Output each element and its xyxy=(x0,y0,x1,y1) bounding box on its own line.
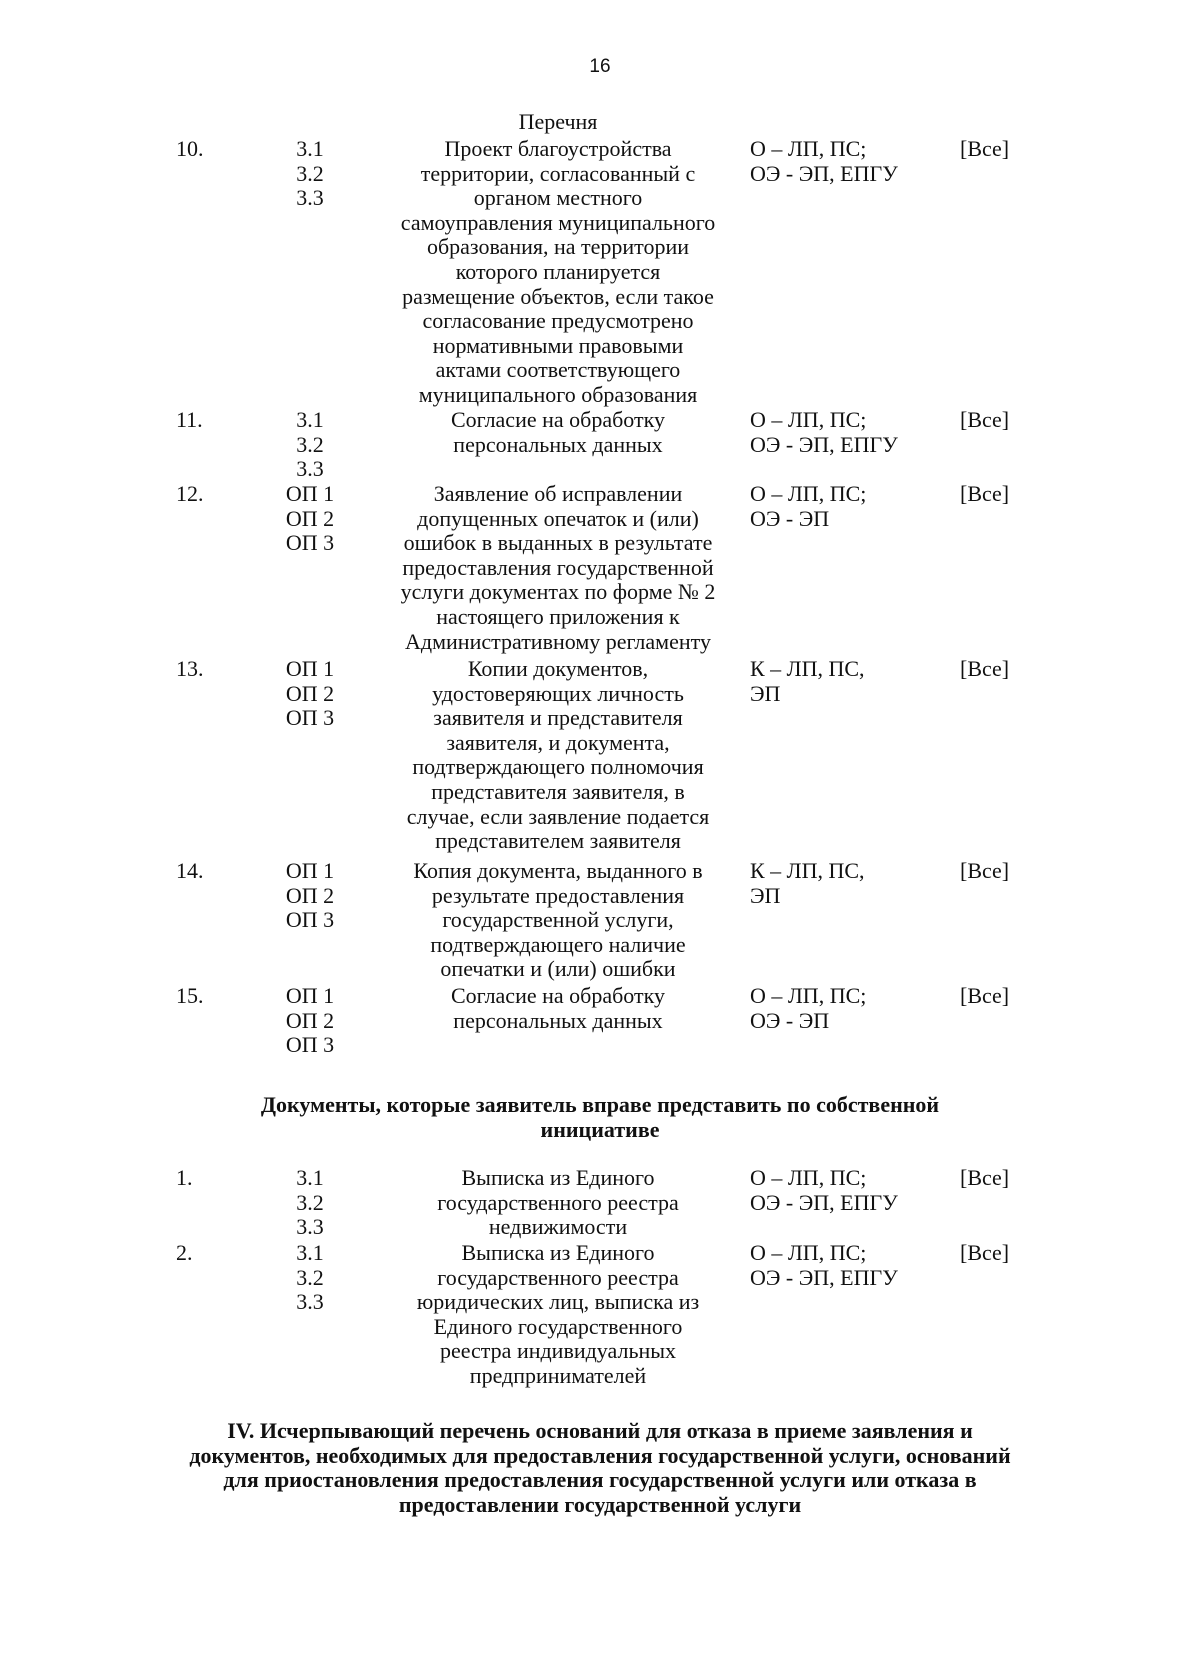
code-line: 3.2 xyxy=(296,160,324,186)
code-line: ОП 3 xyxy=(285,530,335,556)
form-line: О – ЛП, ПС; xyxy=(750,1240,867,1265)
desc-line: Перечня xyxy=(518,109,598,134)
row-number: 14. xyxy=(176,858,204,883)
code-line: ОП 1 xyxy=(285,481,335,506)
desc-line: нормативными правовыми xyxy=(432,332,684,358)
code-line: 3.1 xyxy=(296,1240,324,1265)
desc-line: муниципального образования xyxy=(418,381,698,407)
desc-line: территории, согласованный с xyxy=(420,160,696,186)
desc-line: Копии документов, xyxy=(467,656,649,681)
form-line: ЭП xyxy=(750,680,781,706)
code-line: 3.3 xyxy=(296,1289,324,1315)
row-codes xyxy=(270,657,350,731)
heading-line: документов, необходимых для предоставления государственной услуги, оснований xyxy=(189,1442,1011,1468)
desc-line: Согласие на обработку xyxy=(450,983,666,1008)
desc-line: Проект благоустройства xyxy=(444,136,672,161)
row-form xyxy=(750,1166,950,1215)
desc-line: настоящего приложения к xyxy=(436,603,680,629)
desc-line: Административному регламенту xyxy=(405,628,711,654)
row-applicability: [Все] xyxy=(960,1240,1010,1265)
code-line: ОП 2 xyxy=(285,680,335,706)
desc-line: ошибок в выданных в результате xyxy=(403,530,713,556)
row-codes xyxy=(270,1166,350,1240)
desc-line: заявителя и представителя xyxy=(433,705,683,731)
code-line: 3.2 xyxy=(296,431,324,457)
row-number: 10. xyxy=(176,136,204,161)
row-number: 1. xyxy=(176,1165,193,1190)
row-codes xyxy=(270,1241,350,1315)
row-applicability: [Все] xyxy=(960,1165,1010,1190)
desc-line: Копия документа, выданного в xyxy=(413,858,703,883)
form-line: О – ЛП, ПС; xyxy=(750,136,867,161)
code-line: 3.3 xyxy=(296,1214,324,1240)
code-line: 3.1 xyxy=(296,407,324,432)
row-applicability: [Все] xyxy=(960,983,1010,1008)
desc-line: актами соответствующего xyxy=(435,357,681,383)
row-description xyxy=(380,408,736,457)
code-line: 3.2 xyxy=(296,1189,324,1215)
code-line: ОП 1 xyxy=(285,858,335,883)
code-line: ОП 3 xyxy=(285,1032,335,1058)
desc-line: услуги документах по форме № 2 xyxy=(400,579,716,605)
code-line: ОП 2 xyxy=(285,505,335,531)
row-description xyxy=(380,110,736,135)
form-line: О – ЛП, ПС; xyxy=(750,983,867,1008)
row-number: 11. xyxy=(176,407,203,432)
row-description xyxy=(380,984,736,1033)
code-line: ОП 2 xyxy=(285,882,335,908)
desc-line: предпринимателей xyxy=(469,1362,647,1388)
code-line: 3.3 xyxy=(296,456,324,482)
row-description xyxy=(380,1166,736,1240)
row-codes xyxy=(270,984,350,1058)
desc-line: образования, на территории xyxy=(426,234,690,260)
desc-line: заявителя, и документа, xyxy=(446,729,670,755)
form-line: ОЭ - ЭП xyxy=(750,505,830,531)
desc-line: государственного реестра xyxy=(437,1189,679,1215)
code-line: ОП 3 xyxy=(285,705,335,731)
code-line: 3.3 xyxy=(296,185,324,211)
form-line: О – ЛП, ПС; xyxy=(750,1165,867,1190)
desc-line: представителя заявителя, в xyxy=(431,778,685,804)
row-codes xyxy=(270,859,350,933)
row-number: 15. xyxy=(176,983,204,1008)
desc-line: подтверждающего наличие xyxy=(430,931,686,957)
row-number: 12. xyxy=(176,481,204,506)
chapter-heading xyxy=(150,1419,1050,1517)
page-number: 16 xyxy=(589,56,611,77)
code-line: ОП 1 xyxy=(285,983,335,1008)
desc-line: согласование предусмотрено xyxy=(422,308,694,334)
row-form xyxy=(750,859,950,908)
desc-line: недвижимости xyxy=(488,1214,628,1240)
desc-line: государственного реестра xyxy=(437,1264,679,1290)
desc-line: которого планируется xyxy=(455,258,661,284)
desc-line: самоуправления муниципального xyxy=(400,209,716,235)
form-line: К – ЛП, ПС, xyxy=(750,656,865,681)
desc-line: случае, если заявление подается xyxy=(406,803,710,829)
row-number: 2. xyxy=(176,1240,193,1265)
form-line: ОЭ - ЭП, ЕПГУ xyxy=(750,1189,898,1215)
section-heading xyxy=(150,1093,1050,1142)
code-line: ОП 2 xyxy=(285,1007,335,1033)
row-applicability: [Все] xyxy=(960,407,1010,432)
form-line: ОЭ - ЭП xyxy=(750,1007,830,1033)
heading-line: Документы, которые заявитель вправе представить по собственной xyxy=(260,1092,940,1117)
row-form xyxy=(750,137,950,186)
code-line: 3.1 xyxy=(296,1165,324,1190)
desc-line: органом местного xyxy=(473,185,643,211)
row-description xyxy=(380,482,736,654)
form-line: ЭП xyxy=(750,882,781,908)
row-codes xyxy=(270,137,350,211)
heading-line: инициативе xyxy=(540,1116,660,1142)
heading-line: предоставлении государственной услуги xyxy=(398,1491,802,1517)
desc-line: Выписка из Единого xyxy=(461,1240,655,1265)
form-line: К – ЛП, ПС, xyxy=(750,858,865,883)
form-line: ОЭ - ЭП, ЕПГУ xyxy=(750,1264,898,1290)
desc-line: опечатки и (или) ошибки xyxy=(440,956,676,982)
row-applicability: [Все] xyxy=(960,481,1010,506)
desc-line: Заявление об исправлении xyxy=(433,481,683,506)
desc-line: допущенных опечаток и (или) xyxy=(417,505,699,531)
row-description xyxy=(380,1241,736,1389)
desc-line: удостоверяющих личность xyxy=(432,680,684,706)
row-applicability: [Все] xyxy=(960,858,1010,883)
row-applicability: [Все] xyxy=(960,136,1010,161)
form-line: ОЭ - ЭП, ЕПГУ xyxy=(750,431,898,457)
desc-line: юридических лиц, выписка из xyxy=(416,1289,700,1315)
desc-line: государственной услуги, xyxy=(442,907,674,933)
code-line: ОП 1 xyxy=(285,656,335,681)
desc-line: подтверждающего полномочия xyxy=(412,754,704,780)
row-form xyxy=(750,408,950,457)
form-line: О – ЛП, ПС; xyxy=(750,481,867,506)
form-line: ОЭ - ЭП, ЕПГУ xyxy=(750,160,898,186)
row-description xyxy=(380,859,736,982)
desc-line: результате предоставления xyxy=(431,882,685,908)
desc-line: Выписка из Единого xyxy=(461,1165,655,1190)
desc-line: предоставления государственной xyxy=(402,554,714,580)
code-line: ОП 3 xyxy=(285,907,335,933)
code-line: 3.2 xyxy=(296,1264,324,1290)
heading-line: IV. Исчерпывающий перечень оснований для отказа в приеме заявления и xyxy=(227,1418,973,1443)
desc-line: Единого государственного xyxy=(433,1313,683,1339)
row-applicability: [Все] xyxy=(960,656,1010,681)
row-form xyxy=(750,1241,950,1290)
row-form xyxy=(750,657,950,706)
desc-line: Согласие на обработку xyxy=(450,407,666,432)
row-codes xyxy=(270,408,350,482)
desc-line: размещение объектов, если такое xyxy=(402,283,714,309)
row-codes xyxy=(270,482,350,556)
code-line: 3.1 xyxy=(296,136,324,161)
desc-line: персональных данных xyxy=(453,431,663,457)
desc-line: реестра индивидуальных xyxy=(439,1338,677,1364)
row-description xyxy=(380,137,736,408)
form-line: О – ЛП, ПС; xyxy=(750,407,867,432)
heading-line: для приостановления предоставления государственной услуги или отказа в xyxy=(223,1467,977,1493)
desc-line: персональных данных xyxy=(453,1007,663,1033)
row-number: 13. xyxy=(176,656,204,681)
row-form xyxy=(750,482,950,531)
row-form xyxy=(750,984,950,1033)
row-description xyxy=(380,657,736,854)
desc-line: представителем заявителя xyxy=(435,828,681,854)
